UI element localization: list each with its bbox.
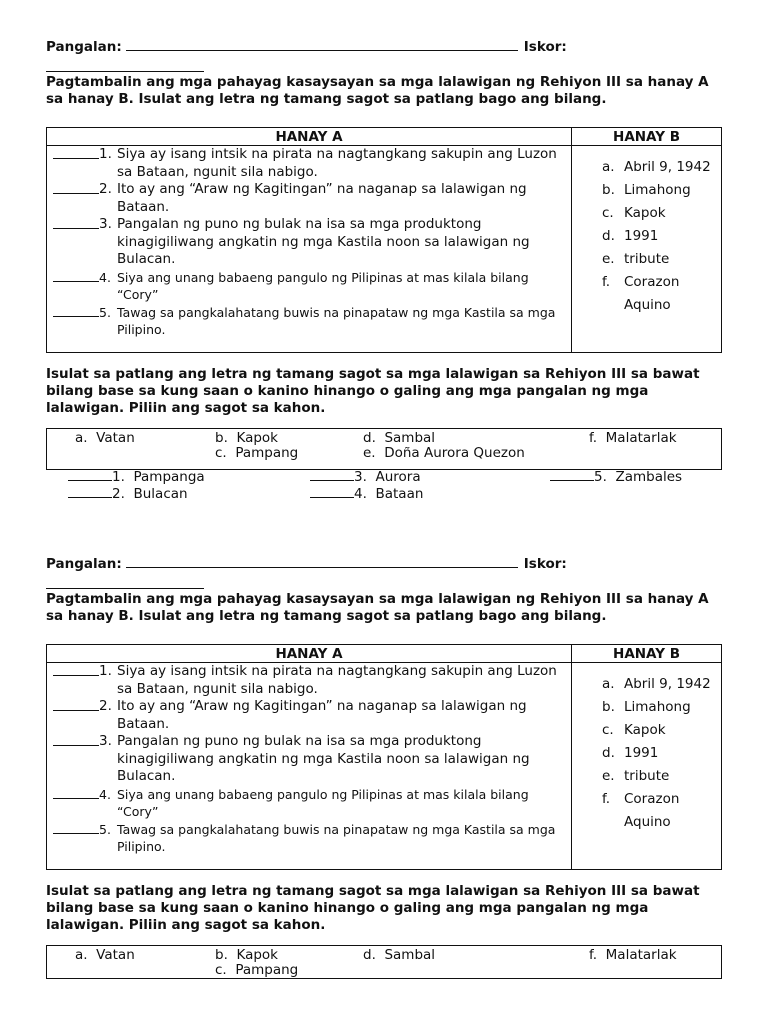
list-item: 1. Siya ay isang intsik na pirata na nagtangkang sakupin ang Luzon sa Bataan, ngunit sila nabigo. xyxy=(53,146,567,181)
name-label: Pangalan: xyxy=(46,39,122,55)
answer-blank[interactable] xyxy=(68,486,112,498)
instruction-1: Pagtambalin ang mga pahayag kasaysayan sa mga lalawigan ng Rehiyon III sa hanay A sa hanay B. Isulat ang letra ng tamang sagot sa patlang bago ang bilang. xyxy=(46,591,709,624)
choice-f: f. Malatarlak xyxy=(589,947,677,963)
choice-d: d. Sambal xyxy=(363,430,436,446)
list-item: 2. Ito ay ang “Araw ng Kagitingan” na naganap sa lalawigan ng Bataan. xyxy=(53,698,567,733)
choice-a: a. Vatan xyxy=(75,430,135,446)
choice-c: c. Pampang xyxy=(215,445,299,461)
list-item: c. Kapok xyxy=(602,722,666,738)
answer-blank[interactable] xyxy=(53,821,99,834)
hanay-a-list xyxy=(47,146,571,339)
list-item: 2. Ito ay ang “Araw ng Kagitingan” na naganap sa lalawigan ng Bataan. xyxy=(53,181,567,216)
answer-blank[interactable] xyxy=(310,469,354,481)
hanay-b-header: HANAY B xyxy=(572,645,722,663)
instruction-2: Isulat sa patlang ang letra ng tamang sagot sa mga lalawigan sa Rehiyon III sa bawat bilang base sa kung saan o kanino hinango o galing ang mga pangalan ng mga lalawigan. Piliin ang sagot sa kahon. xyxy=(46,366,700,416)
score-label: Iskor: xyxy=(523,39,567,55)
answer-blank[interactable] xyxy=(550,469,594,481)
score-blank[interactable] xyxy=(46,71,204,72)
list-item: b. Limahong xyxy=(602,182,691,198)
list-item: 5. Zambales xyxy=(550,469,682,486)
answer-blank[interactable] xyxy=(53,181,99,194)
answer-blank[interactable] xyxy=(53,269,99,282)
list-item: 4. Siya ang unang babaeng pangulo ng Pilipinas at mas kilala bilang “Cory” xyxy=(53,786,567,821)
answer-blank[interactable] xyxy=(53,146,99,159)
choices-box xyxy=(46,945,722,979)
list-item: 3. Pangalan ng puno ng bulak na isa sa mga produktong kinagigiliwang angkatin ng mga Kastila noon sa lalawigan ng Bulacan. xyxy=(53,733,567,786)
list-item: 2. Bulacan xyxy=(68,486,188,503)
answer-blank[interactable] xyxy=(53,663,99,676)
list-item: 3. Pangalan ng puno ng bulak na isa sa mga produktong kinagigiliwang angkatin ng mga Kastila noon sa lalawigan ng Bulacan. xyxy=(53,216,567,269)
list-item: d. 1991 xyxy=(602,745,659,761)
choice-a: a. Vatan xyxy=(75,947,135,963)
choices-box xyxy=(46,428,722,470)
instruction-1: Pagtambalin ang mga pahayag kasaysayan sa mga lalawigan ng Rehiyon III sa hanay A sa hanay B. Isulat ang letra ng tamang sagot sa patlang bago ang bilang. xyxy=(46,74,709,107)
hanay-a-header: HANAY A xyxy=(47,645,572,663)
answer-blank[interactable] xyxy=(53,698,99,711)
answer-blank[interactable] xyxy=(68,469,112,481)
score-blank[interactable] xyxy=(46,588,204,589)
list-item: f. Corazon Aquino xyxy=(602,274,680,313)
score-label: Iskor: xyxy=(523,556,567,572)
choice-c: c. Pampang xyxy=(215,962,299,978)
hanay-b-list xyxy=(572,146,721,317)
choice-d: d. Sambal xyxy=(363,947,436,963)
matching-table xyxy=(46,644,722,870)
answer-blank[interactable] xyxy=(53,304,99,317)
list-item: d. 1991 xyxy=(602,228,659,244)
name-blank[interactable] xyxy=(126,555,518,568)
hanay-a-header: HANAY A xyxy=(47,128,572,146)
list-item: c. Kapok xyxy=(602,205,666,221)
list-item: e. tribute xyxy=(602,251,670,267)
list-item: 4. Siya ang unang babaeng pangulo ng Pilipinas at mas kilala bilang “Cory” xyxy=(53,269,567,304)
answer-blank[interactable] xyxy=(310,486,354,498)
name-label: Pangalan: xyxy=(46,556,122,572)
list-item: 4. Bataan xyxy=(310,486,423,503)
list-item: 5. Tawag sa pangkalahatang buwis na pinapataw ng mga Kastila sa mga Pilipino. xyxy=(53,304,567,339)
choice-b: b. Kapok xyxy=(215,430,279,446)
list-item: 3. Aurora xyxy=(310,469,421,486)
list-item: 1. Siya ay isang intsik na pirata na nagtangkang sakupin ang Luzon sa Bataan, ngunit sila nabigo. xyxy=(53,663,567,698)
answer-blank[interactable] xyxy=(53,786,99,799)
choice-f: f. Malatarlak xyxy=(589,430,677,446)
name-blank[interactable] xyxy=(126,38,518,51)
list-item: 1. Pampanga xyxy=(68,469,205,486)
name-score-line xyxy=(46,38,567,56)
choice-b: b. Kapok xyxy=(215,947,279,963)
list-item: f. Corazon Aquino xyxy=(602,791,680,830)
hanay-b-header: HANAY B xyxy=(572,128,722,146)
hanay-b-list xyxy=(572,663,721,834)
answer-blank[interactable] xyxy=(53,216,99,229)
list-item: e. tribute xyxy=(602,768,670,784)
list-item: b. Limahong xyxy=(602,699,691,715)
choice-e: e. Doña Aurora Quezon xyxy=(363,445,525,461)
list-item: a. Abril 9, 1942 xyxy=(602,676,711,692)
instruction-2: Isulat sa patlang ang letra ng tamang sagot sa mga lalawigan sa Rehiyon III sa bawat bilang base sa kung saan o kanino hinango o galing ang mga pangalan ng mga lalawigan. Piliin ang sagot sa kahon. xyxy=(46,883,700,933)
hanay-a-list xyxy=(47,663,571,856)
name-score-line xyxy=(46,555,567,573)
list-item: 5. Tawag sa pangkalahatang buwis na pinapataw ng mga Kastila sa mga Pilipino. xyxy=(53,821,567,856)
matching-table xyxy=(46,127,722,353)
answer-blank[interactable] xyxy=(53,733,99,746)
list-item: a. Abril 9, 1942 xyxy=(602,159,711,175)
